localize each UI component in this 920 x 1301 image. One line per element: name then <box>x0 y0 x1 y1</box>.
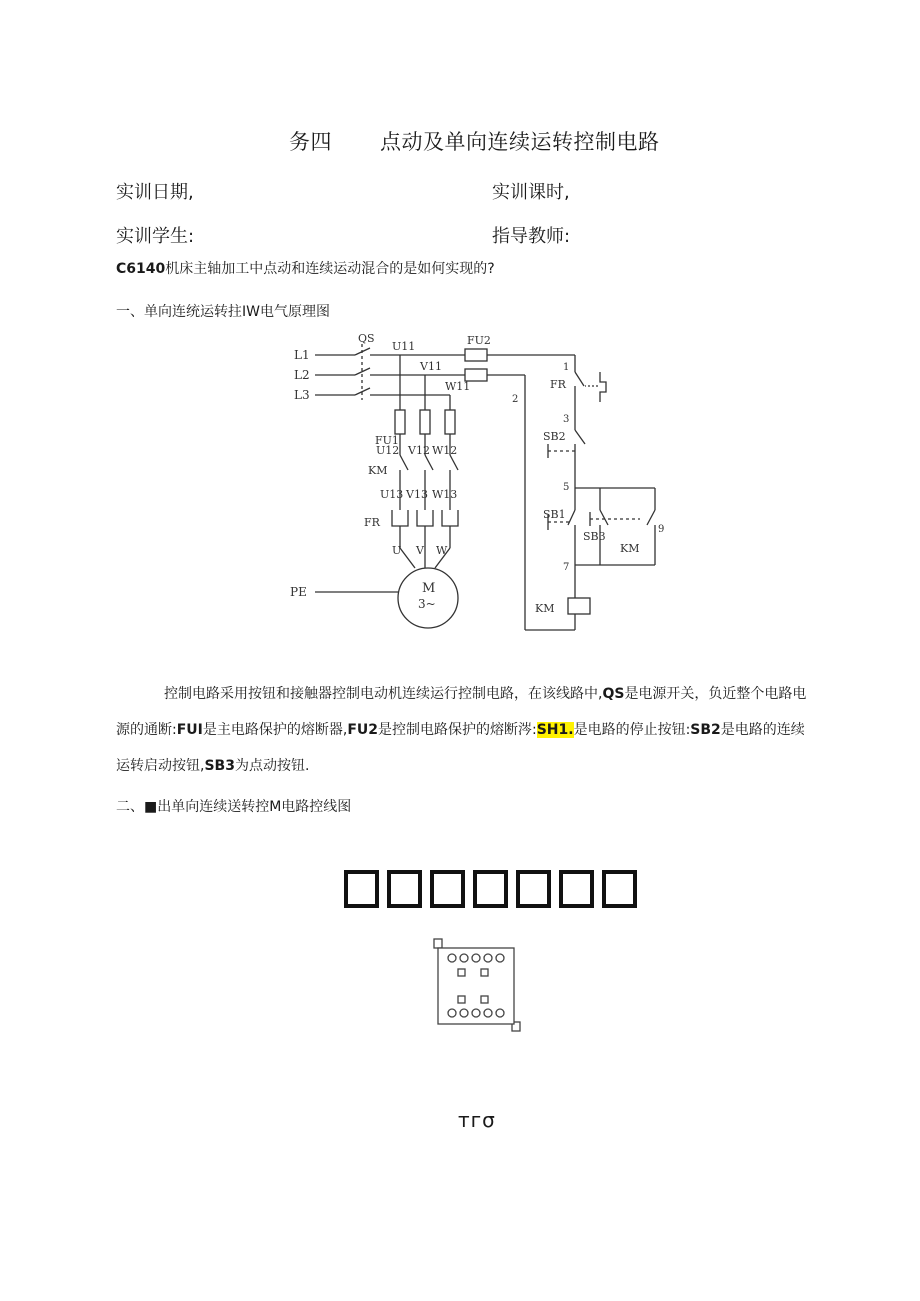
question-text: 机床主轴加工中点动和连续运动混合的是如何实现的? <box>165 261 495 277</box>
label-km-contact: KM <box>620 542 640 555</box>
node-2: 2 <box>512 394 519 405</box>
training-student-label: 实训学生: <box>116 226 195 247</box>
placeholder-box-row <box>344 870 637 908</box>
para-text-2: 是电源开关，负近整个电路电源的通断: <box>116 686 807 738</box>
para-text-5: 是电路的停止按钮: <box>573 722 691 738</box>
label-u11: U11 <box>392 340 416 353</box>
label-v13: V13 <box>406 488 428 501</box>
title-task-number: 务四 <box>289 130 332 154</box>
section-1-heading: 一、单向连统运转拄IW电气原理图 <box>116 304 330 320</box>
contactor-icon <box>432 936 522 1036</box>
section-2-heading: 二、■出单向连续送转控M电路控线图 <box>116 799 352 815</box>
label-w12: W12 <box>432 444 458 457</box>
label-u13: U13 <box>380 488 404 501</box>
label-sb2: SB2 <box>543 430 566 443</box>
placeholder-box <box>344 870 379 908</box>
label-fr-main: FR <box>364 516 380 529</box>
training-date-label: 实训日期, <box>116 182 194 203</box>
para-text-4: 是控制电路保护的熔断涔: <box>378 722 537 738</box>
footer-text: тгσ <box>458 1108 496 1132</box>
label-fu1: FU1 <box>375 434 399 447</box>
placeholder-box <box>516 870 551 908</box>
label-l3: L3 <box>294 388 310 402</box>
placeholder-box <box>430 870 465 908</box>
node-5: 5 <box>563 482 570 493</box>
description-paragraph <box>116 676 816 784</box>
label-v11: V11 <box>420 360 442 373</box>
label-w11: W11 <box>445 380 471 393</box>
motor-label-m: M <box>422 581 436 596</box>
placeholder-box <box>602 870 637 908</box>
motor-label-phase: 3~ <box>418 597 436 611</box>
label-fr-control: FR <box>550 378 566 391</box>
term-sb2: SB2 <box>690 722 721 738</box>
label-l2: L2 <box>294 368 310 382</box>
label-fu2: FU2 <box>467 334 491 347</box>
node-3: 3 <box>563 414 570 425</box>
label-w13: W13 <box>432 488 458 501</box>
term-sb3: SB3 <box>204 758 235 774</box>
question-code: C6140 <box>116 261 166 277</box>
placeholder-box <box>559 870 594 908</box>
circuit-diagram <box>280 330 680 635</box>
label-u12: U12 <box>376 444 400 457</box>
label-v12: V12 <box>408 444 430 457</box>
node-7: 7 <box>563 562 570 573</box>
label-u: U <box>392 544 402 557</box>
node-1: 1 <box>563 362 570 373</box>
label-v: V <box>416 544 424 557</box>
label-sb3: SB3 <box>583 530 606 543</box>
para-text-7: 为点动按钮. <box>234 758 310 774</box>
term-fu1: FUI <box>176 722 203 738</box>
question <box>116 258 495 278</box>
label-km-coil: KM <box>535 602 555 615</box>
term-fu2: FU2 <box>347 722 378 738</box>
para-text-3: 是主电路保护的熔断器, <box>202 722 348 738</box>
placeholder-box <box>473 870 508 908</box>
para-text-6: 是电路的连续运转启动按钮, <box>116 722 805 774</box>
instructor-label: 指导教师: <box>492 226 571 247</box>
para-text-1: 控制电路采用按钮和接触器控制电动机连续运行控制电路，在该线路中, <box>164 686 603 702</box>
term-qs: QS <box>602 686 625 702</box>
label-km-main: KM <box>368 464 388 477</box>
placeholder-box <box>387 870 422 908</box>
node-9: 9 <box>658 524 665 535</box>
label-pe: PE <box>290 585 307 599</box>
page-title: 点动及单向连续运转控制电路 <box>380 130 660 154</box>
label-w: W <box>436 544 448 557</box>
label-sb1: SB1 <box>543 508 566 521</box>
label-qs: QS <box>358 332 375 345</box>
label-l1: L1 <box>294 348 310 362</box>
training-hours-label: 实训课时, <box>492 182 570 203</box>
term-sb1: SH1. <box>536 722 574 738</box>
